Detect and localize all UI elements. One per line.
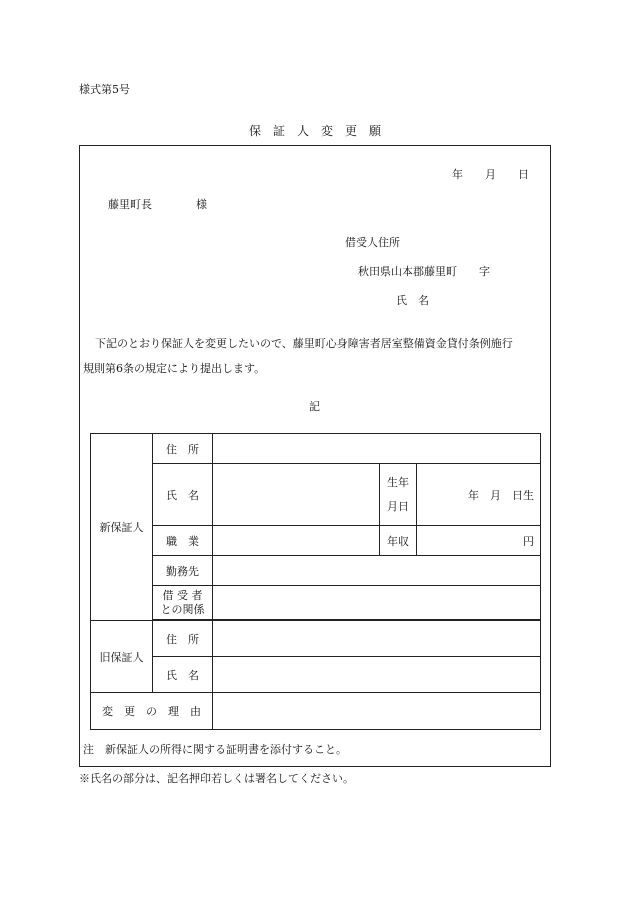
reason-label: 変 更 の 理 由 bbox=[91, 693, 213, 730]
new-name-field[interactable] bbox=[213, 464, 380, 526]
new-address-label: 住 所 bbox=[153, 434, 213, 464]
income-field[interactable]: 円 bbox=[417, 526, 541, 556]
footnote: ※氏名の部分は、記名押印若しくは署名してください。 bbox=[79, 772, 354, 785]
new-name-label: 氏 名 bbox=[153, 464, 213, 526]
workplace-field[interactable] bbox=[213, 556, 541, 586]
relation-label-line-1: 借 受 者 bbox=[162, 588, 203, 602]
old-address-label: 住 所 bbox=[153, 621, 213, 657]
table-row bbox=[91, 464, 541, 526]
new-guarantor-label: 新保証人 bbox=[91, 434, 153, 621]
old-address-field[interactable] bbox=[213, 621, 541, 657]
relation-field[interactable] bbox=[213, 586, 541, 620]
applicant-name-label: 氏 名 bbox=[396, 294, 429, 307]
birth-date-label bbox=[380, 464, 417, 526]
form-number: 様式第5号 bbox=[79, 83, 130, 96]
table-row bbox=[91, 556, 541, 586]
reason-field[interactable] bbox=[213, 693, 541, 730]
addressee: 藤里町長 様 bbox=[108, 198, 207, 211]
birth-date-field[interactable]: 年 月 日生 bbox=[417, 464, 541, 526]
workplace-label: 勤務先 bbox=[153, 556, 213, 586]
date-line: 年 月 日 bbox=[452, 168, 529, 181]
table-row bbox=[91, 657, 541, 693]
relation-label bbox=[153, 586, 213, 620]
table-row bbox=[91, 434, 541, 464]
ki-label: 記 bbox=[309, 400, 320, 413]
old-guarantor-label: 旧保証人 bbox=[91, 621, 153, 693]
relation-label-line-2: との関係 bbox=[160, 602, 205, 616]
table-row bbox=[91, 526, 541, 556]
occupation-label: 職 業 bbox=[153, 526, 213, 556]
page-title: 保 証 人 変 更 願 bbox=[248, 124, 381, 138]
birth-label-line-1: 生年 bbox=[387, 475, 409, 489]
body-text-line-1: 下記のとおり保証人を変更したいので、藤里町心身障害者居室整備資金貸付条例施行 bbox=[95, 337, 513, 350]
note: 注 新保証人の所得に関する証明書を添付すること。 bbox=[83, 743, 347, 756]
table-row bbox=[91, 621, 541, 657]
old-name-field[interactable] bbox=[213, 657, 541, 693]
guarantor-table bbox=[90, 433, 541, 730]
applicant-address-value: 秋田県山本郡藤里町 字 bbox=[358, 265, 490, 278]
applicant-address-label: 借受人住所 bbox=[345, 236, 400, 249]
occupation-field[interactable] bbox=[213, 526, 380, 556]
table-row bbox=[91, 693, 541, 730]
birth-label-line-2: 月日 bbox=[387, 499, 409, 513]
table-row bbox=[91, 586, 541, 620]
body-text-line-2: 規則第6条の規定により提出します。 bbox=[83, 362, 266, 375]
new-address-field[interactable] bbox=[213, 434, 541, 464]
income-label: 年収 bbox=[380, 526, 417, 556]
old-name-label: 氏 名 bbox=[153, 657, 213, 693]
